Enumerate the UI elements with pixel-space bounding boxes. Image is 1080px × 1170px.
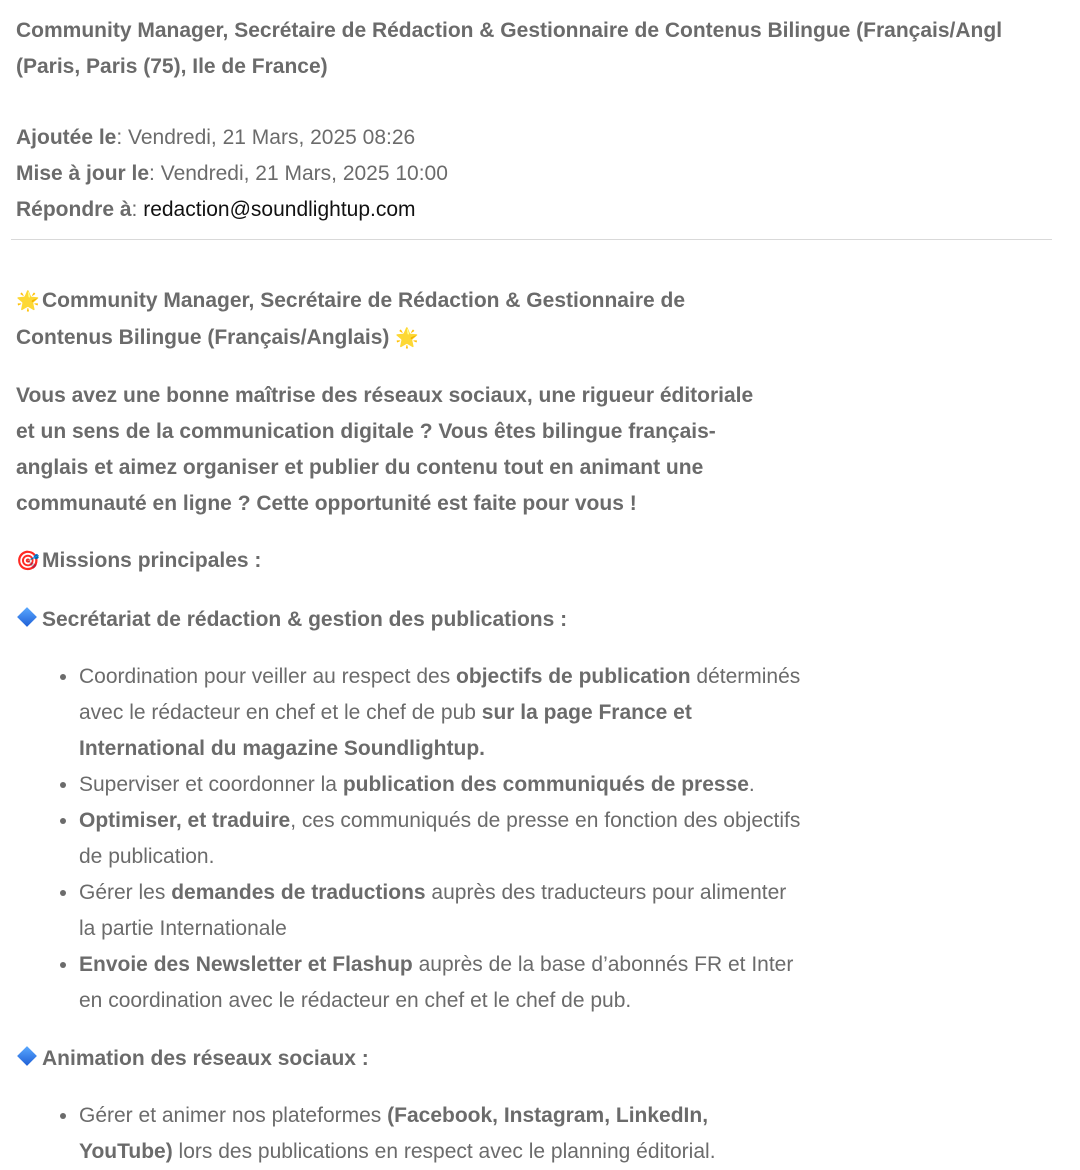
job-title-line1: Community Manager, Secrétaire de Rédaction & Gestionnaire de Contenus Bilingue (Français/Angl [16, 19, 1003, 42]
item-text: déterminés avec le rédacteur en chef et le chef de pub [79, 665, 801, 724]
blue-diamond-icon [17, 1046, 37, 1066]
job-header [0, 0, 1080, 228]
blue-diamond-icon [17, 607, 37, 627]
item-text: Coordination pour veiller au respect des [79, 665, 457, 688]
intro-paragraph [16, 378, 806, 522]
section-heading-social [16, 1041, 806, 1077]
header-divider [11, 239, 1052, 240]
item-text: , ces communiqués de presse en fonction des objectifs de publication. [79, 809, 801, 868]
item-bold: demandes de traductions [171, 881, 426, 904]
intro-line: Vous avez une bonne maîtrise des réseaux sociaux, une rigueur éditoriale [16, 384, 754, 407]
target-icon: 🎯 [16, 551, 40, 572]
ad-title-line1: Community Manager, Secrétaire de Rédaction & Gestionnaire de [42, 289, 686, 312]
social-missions-list [16, 1098, 806, 1170]
section-heading-text: Animation des réseaux sociaux : [42, 1047, 369, 1070]
intro-line: communauté en ligne ? Cette opportunité est faite pour vous ! [16, 492, 637, 515]
star-icon: 🌟 [395, 328, 419, 349]
list-item [79, 947, 806, 1019]
item-text: . [748, 773, 755, 796]
updated-label: Mise à jour le [16, 162, 150, 185]
job-description [16, 283, 806, 1170]
added-value: : Vendredi, 21 Mars, 2025 08:26 [116, 126, 416, 149]
item-text: auprès de la base d’abonnés FR et Inter en coordination avec le rédacteur en chef et le chef de pub. [79, 953, 794, 1012]
updated-date-row [16, 156, 1080, 192]
list-item [79, 803, 806, 875]
intro-line: et un sens de la communication digitale ? Vous êtes bilingue français- [16, 420, 716, 443]
section-heading-editorial [16, 602, 806, 638]
ad-title [16, 283, 806, 357]
reply-separator: : [131, 198, 144, 221]
reply-label: Répondre à [16, 198, 132, 221]
missions-heading [16, 543, 806, 580]
job-location: (Paris, Paris (75), Ile de France) [16, 55, 328, 78]
item-bold: publication des communiqués de presse [342, 773, 749, 796]
reply-row [16, 192, 1080, 228]
updated-value: : Vendredi, 21 Mars, 2025 10:00 [149, 162, 448, 185]
item-bold: objectifs de publication [456, 665, 691, 688]
missions-heading-text: Missions principales : [42, 549, 262, 572]
item-text: Gérer et animer nos plateformes [79, 1104, 388, 1127]
item-bold: sur la page France et International du magazine Soundlightup. [79, 701, 692, 760]
editorial-missions-list [16, 659, 806, 1019]
reply-email-link[interactable]: redaction@soundlightup.com [143, 198, 416, 221]
intro-line: anglais et aimez organiser et publier du contenu tout en animant une [16, 456, 704, 479]
job-meta [16, 120, 1080, 228]
list-item [79, 875, 806, 947]
job-title [16, 13, 1076, 85]
item-bold: Optimiser, et traduire [79, 809, 291, 832]
item-text: auprès des traducteurs pour alimenter la partie Internationale [79, 881, 787, 940]
item-text: lors des publications en respect avec le planning éditorial. [172, 1140, 716, 1163]
item-bold: Envoie des Newsletter et Flashup [79, 953, 413, 976]
item-text: Superviser et coordonner la [79, 773, 343, 796]
section-heading-text: Secrétariat de rédaction & gestion des publications : [42, 608, 568, 631]
added-date-row [16, 120, 1080, 156]
star-icon: 🌟 [16, 291, 40, 312]
item-bold: (Facebook, Instagram, LinkedIn, YouTube) [79, 1104, 709, 1163]
added-label: Ajoutée le [16, 126, 117, 149]
list-item [79, 659, 806, 767]
ad-title-line2: Contenus Bilingue (Français/Anglais) [16, 326, 390, 349]
list-item [79, 1098, 806, 1170]
item-text: Gérer les [79, 881, 172, 904]
list-item [79, 767, 806, 803]
